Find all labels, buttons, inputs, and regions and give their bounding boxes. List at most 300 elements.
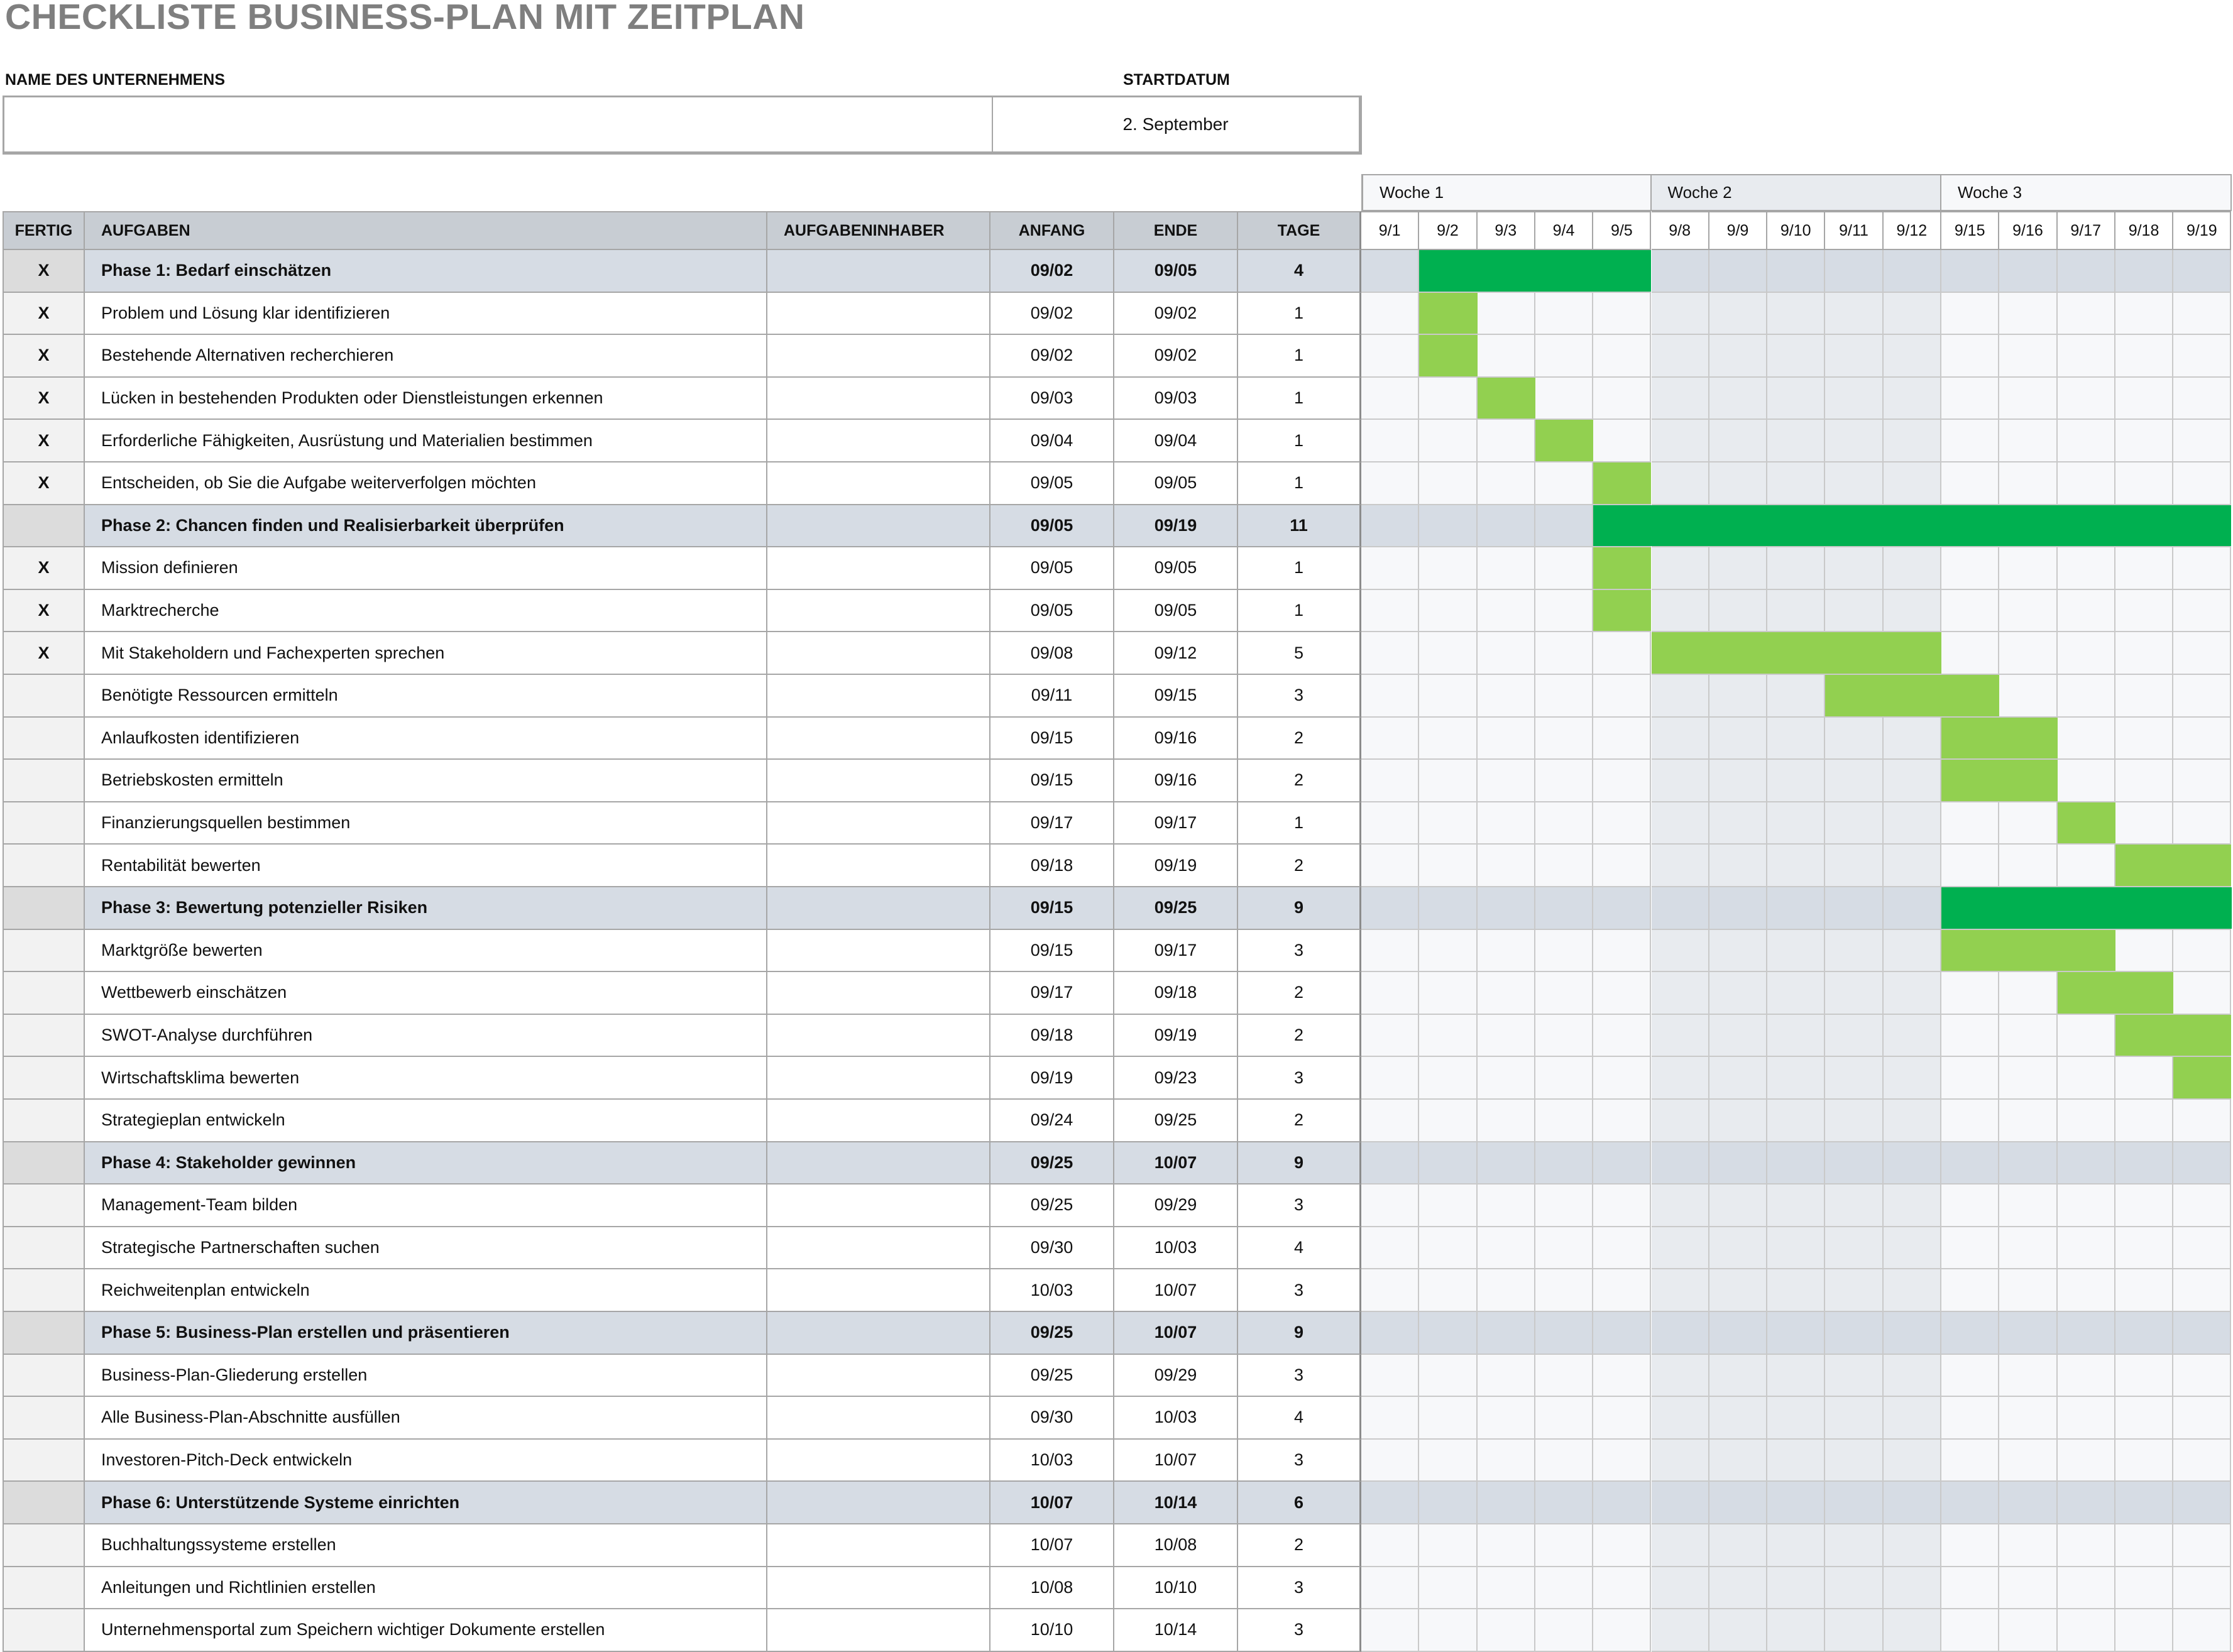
start-date[interactable]: 10/10 [990,1609,1114,1652]
gantt-cell [1884,1397,1941,1440]
duration-days[interactable]: 5 [1238,632,1361,675]
phase-title[interactable]: Phase 5: Business-Plan erstellen und präsentieren [85,1312,767,1355]
done-cell[interactable] [3,1184,85,1227]
gantt-cell [1535,505,1593,548]
duration-days[interactable]: 11 [1238,505,1361,548]
duration-days[interactable]: 1 [1238,590,1361,633]
gantt-cell [1593,1227,1651,1270]
done-cell[interactable]: X [3,547,85,590]
gantt-cell [1593,1397,1651,1440]
duration-days[interactable]: 2 [1238,760,1361,802]
gantt-cell [1478,462,1535,505]
gantt-cell [1361,1355,1419,1398]
task-owner[interactable] [767,1269,990,1312]
end-date[interactable]: 09/19 [1114,845,1238,887]
done-cell[interactable] [3,1482,85,1524]
start-date[interactable]: 10/03 [990,1269,1114,1312]
gantt-cell [1419,802,1477,845]
gantt-cell [1652,1312,1709,1355]
gantt-cell [1419,462,1477,505]
end-date[interactable]: 09/16 [1114,760,1238,802]
done-cell[interactable] [3,802,85,845]
task-name[interactable]: Strategieplan entwickeln [85,1100,767,1142]
end-date[interactable]: 09/05 [1114,462,1238,505]
done-cell[interactable] [3,1397,85,1440]
duration-days[interactable]: 9 [1238,1312,1361,1355]
gantt-cell [1709,845,1767,887]
gantt-cell [2115,1269,2173,1312]
gantt-cell [1652,1184,1709,1227]
start-date[interactable]: 09/25 [990,1184,1114,1227]
end-date[interactable]: 10/03 [1114,1397,1238,1440]
task-name[interactable]: Rentabilität bewerten [85,845,767,887]
duration-days[interactable]: 4 [1238,1227,1361,1270]
task-owner[interactable] [767,378,990,420]
gantt-cell [1478,972,1535,1015]
start-date[interactable]: 09/04 [990,420,1114,462]
end-date[interactable]: 09/19 [1114,505,1238,548]
start-date[interactable]: 09/18 [990,845,1114,887]
end-date[interactable]: 09/05 [1114,590,1238,633]
duration-days[interactable]: 3 [1238,1269,1361,1312]
duration-days[interactable]: 2 [1238,1015,1361,1058]
task-owner[interactable] [767,1312,990,1355]
task-name[interactable]: Benötigte Ressourcen ermitteln [85,675,767,718]
gantt-cell [2115,930,2173,973]
gantt-cell [2115,378,2173,420]
end-date[interactable]: 09/19 [1114,1015,1238,1058]
done-cell[interactable] [3,972,85,1015]
task-owner[interactable] [767,462,990,505]
task-name[interactable]: Wettbewerb einschätzen [85,972,767,1015]
gantt-cell [1709,1100,1767,1142]
duration-days[interactable]: 9 [1238,1142,1361,1185]
gantt-cell [2058,718,2115,760]
done-cell[interactable]: X [3,590,85,633]
start-date[interactable]: 09/30 [990,1397,1114,1440]
start-date[interactable]: 09/17 [990,802,1114,845]
task-owner[interactable] [767,1482,990,1524]
duration-days[interactable]: 2 [1238,1100,1361,1142]
gantt-cell [1535,802,1593,845]
task-name[interactable]: Unternehmensportal zum Speichern wichtiger Dokumente erstellen [85,1609,767,1652]
done-cell[interactable] [3,1142,85,1185]
gantt-cell [2173,718,2231,760]
gantt-cell [2173,547,2231,590]
done-cell[interactable] [3,675,85,718]
done-cell[interactable] [3,505,85,548]
end-date[interactable]: 10/14 [1114,1482,1238,1524]
phase-title[interactable]: Phase 2: Chancen finden und Realisierbarkeit überprüfen [85,505,767,548]
task-owner[interactable] [767,505,990,548]
start-date[interactable]: 09/15 [990,760,1114,802]
start-date[interactable]: 09/03 [990,378,1114,420]
gantt-cell [1709,1312,1767,1355]
start-date[interactable]: 09/02 [990,293,1114,336]
gantt-cell [1767,420,1825,462]
duration-days[interactable]: 2 [1238,972,1361,1015]
task-gantt-bar [2058,802,2115,844]
duration-days[interactable]: 1 [1238,802,1361,845]
task-owner[interactable] [767,335,990,378]
gantt-cell [1361,887,1419,930]
end-date[interactable]: 09/04 [1114,420,1238,462]
gantt-cell [1709,250,1767,293]
gantt-cell [1535,1142,1593,1185]
done-cell[interactable] [3,1057,85,1100]
gantt-cell [1941,1100,1999,1142]
gantt-cell [1767,760,1825,802]
gantt-cell [1652,1057,1709,1100]
task-name[interactable]: SWOT-Analyse durchführen [85,1015,767,1058]
duration-days[interactable]: 4 [1238,250,1361,293]
done-cell[interactable] [3,718,85,760]
gantt-cell [1999,802,2057,845]
end-date[interactable]: 09/18 [1114,972,1238,1015]
phase-title[interactable]: Phase 3: Bewertung potenzieller Risiken [85,887,767,930]
end-date[interactable]: 09/17 [1114,930,1238,973]
gantt-cell [1593,1567,1651,1610]
gantt-cell [1478,1269,1535,1312]
gantt-cell [2058,1057,2115,1100]
duration-days[interactable]: 1 [1238,335,1361,378]
start-date[interactable]: 10/03 [990,1440,1114,1482]
task-owner[interactable] [767,420,990,462]
start-date[interactable]: 09/17 [990,972,1114,1015]
end-date[interactable]: 10/07 [1114,1440,1238,1482]
task-owner[interactable] [767,1524,990,1567]
gantt-cell [2173,1355,2231,1398]
task-owner[interactable] [767,930,990,973]
gantt-cell [1419,1355,1477,1398]
done-cell[interactable]: X [3,462,85,505]
task-name[interactable]: Wirtschaftsklima bewerten [85,1057,767,1100]
end-date[interactable]: 09/29 [1114,1184,1238,1227]
task-owner[interactable] [767,547,990,590]
gantt-cell [1941,1269,1999,1312]
gantt-cell [1361,802,1419,845]
end-date[interactable]: 09/25 [1114,1100,1238,1142]
duration-days[interactable]: 4 [1238,1397,1361,1440]
task-gantt-bar [1478,378,1535,419]
done-cell[interactable] [3,1100,85,1142]
task-owner[interactable] [767,1397,990,1440]
task-owner[interactable] [767,1609,990,1652]
task-name[interactable]: Management-Team bilden [85,1184,767,1227]
company-name-field[interactable] [4,97,992,151]
task-name[interactable]: Anleitungen und Richtlinien erstellen [85,1567,767,1610]
gantt-cell [1478,420,1535,462]
done-cell[interactable] [3,930,85,973]
end-date[interactable]: 10/14 [1114,1609,1238,1652]
task-owner[interactable] [767,1057,990,1100]
done-cell[interactable] [3,1524,85,1567]
task-name[interactable]: Lücken in bestehenden Produkten oder Dienstleistungen erkennen [85,378,767,420]
start-date[interactable]: 09/02 [990,335,1114,378]
gantt-cell [1709,930,1767,973]
start-date[interactable]: 09/18 [990,1015,1114,1058]
duration-days[interactable]: 1 [1238,547,1361,590]
task-name[interactable]: Problem und Lösung klar identifizieren [85,293,767,336]
task-name[interactable]: Business-Plan-Gliederung erstellen [85,1355,767,1398]
gantt-cell [1767,335,1825,378]
gantt-cell [1478,845,1535,887]
task-owner[interactable] [767,887,990,930]
gantt-cell [1709,675,1767,718]
task-owner[interactable] [767,845,990,887]
end-date[interactable]: 09/02 [1114,293,1238,336]
gantt-cell [1709,420,1767,462]
done-cell[interactable] [3,887,85,930]
duration-days[interactable]: 3 [1238,930,1361,973]
gantt-cell [1999,1440,2057,1482]
gantt-cell [2058,250,2115,293]
done-cell[interactable] [3,1015,85,1058]
start-date[interactable]: 10/07 [990,1482,1114,1524]
task-name[interactable]: Strategische Partnerschaften suchen [85,1227,767,1270]
done-cell[interactable]: X [3,632,85,675]
phase-title[interactable]: Phase 4: Stakeholder gewinnen [85,1142,767,1185]
start-date-field[interactable]: 2. September [1122,114,1229,134]
duration-days[interactable]: 2 [1238,845,1361,887]
duration-days[interactable]: 2 [1238,718,1361,760]
task-owner[interactable] [767,1227,990,1270]
duration-days[interactable]: 2 [1238,1524,1361,1567]
gantt-cell [1825,1100,1883,1142]
done-cell[interactable]: X [3,420,85,462]
start-date[interactable]: 09/25 [990,1142,1114,1185]
done-cell[interactable] [3,1609,85,1652]
gantt-cell [1652,760,1709,802]
day-header: 9/10 [1767,211,1825,250]
gantt-cell [1884,887,1941,930]
gantt-cell [1361,590,1419,633]
done-cell[interactable] [3,760,85,802]
task-owner[interactable] [767,718,990,760]
task-owner[interactable] [767,1184,990,1227]
duration-days[interactable]: 1 [1238,378,1361,420]
duration-days[interactable]: 1 [1238,462,1361,505]
task-name[interactable]: Anlaufkosten identifizieren [85,718,767,760]
gantt-cell [2115,547,2173,590]
task-owner[interactable] [767,1567,990,1610]
gantt-cell [1361,1057,1419,1100]
done-cell[interactable] [3,1312,85,1355]
phase-title[interactable]: Phase 6: Unterstützende Systeme einrichten [85,1482,767,1524]
done-cell[interactable]: X [3,293,85,336]
task-owner[interactable] [767,972,990,1015]
gantt-cell [1767,547,1825,590]
gantt-cell [1825,930,1883,973]
end-date[interactable]: 10/10 [1114,1567,1238,1610]
start-date[interactable]: 09/30 [990,1227,1114,1270]
task-name[interactable]: Mit Stakeholdern und Fachexperten sprechen [85,632,767,675]
start-date-label: STARTDATUM [1123,71,1230,89]
gantt-cell [1999,972,2057,1015]
task-name[interactable]: Buchhaltungssysteme erstellen [85,1524,767,1567]
gantt-cell [1419,930,1477,973]
end-date[interactable]: 09/15 [1114,675,1238,718]
gantt-cell [1652,1015,1709,1058]
gantt-cell [1652,335,1709,378]
done-cell[interactable] [3,1269,85,1312]
duration-days[interactable]: 3 [1238,1355,1361,1398]
gantt-cell [2058,1482,2115,1524]
task-owner[interactable] [767,1100,990,1142]
gantt-cell [1941,1015,1999,1058]
gantt-cell [2173,335,2231,378]
task-name[interactable]: Reichweitenplan entwickeln [85,1269,767,1312]
phase-title[interactable]: Phase 1: Bedarf einschätzen [85,250,767,293]
gantt-cell [1361,675,1419,718]
start-date[interactable]: 09/19 [990,1057,1114,1100]
day-header: 9/4 [1535,211,1593,250]
start-date[interactable]: 10/08 [990,1567,1114,1610]
gantt-cell [1709,1015,1767,1058]
end-date[interactable]: 09/05 [1114,547,1238,590]
done-cell[interactable] [3,1567,85,1610]
gantt-cell [1999,1524,2057,1567]
task-name[interactable]: Marktgröße bewerten [85,930,767,973]
duration-days[interactable]: 3 [1238,1057,1361,1100]
task-name[interactable]: Entscheiden, ob Sie die Aufgabe weiterverfolgen möchten [85,462,767,505]
gantt-cell [1419,675,1477,718]
gantt-cell [1941,1227,1999,1270]
task-name[interactable]: Erforderliche Fähigkeiten, Ausrüstung und Materialien bestimmen [85,420,767,462]
gantt-cell [1825,250,1883,293]
duration-days[interactable]: 1 [1238,420,1361,462]
start-date[interactable]: 09/02 [990,250,1114,293]
end-date[interactable]: 10/03 [1114,1227,1238,1270]
gantt-cell [1825,1142,1883,1185]
gantt-cell [1593,1184,1651,1227]
task-owner[interactable] [767,760,990,802]
gantt-cell [1709,1397,1767,1440]
duration-days[interactable]: 1 [1238,293,1361,336]
gantt-cell [1652,1227,1709,1270]
gantt-cell [1478,1609,1535,1652]
gantt-cell [1478,1567,1535,1610]
task-owner[interactable] [767,802,990,845]
task-name[interactable]: Mission definieren [85,547,767,590]
column-header-end: ENDE [1114,211,1238,250]
start-date[interactable]: 09/25 [990,1312,1114,1355]
task-name[interactable]: Marktrecherche [85,590,767,633]
task-owner[interactable] [767,590,990,633]
task-owner[interactable] [767,293,990,336]
start-date[interactable]: 10/07 [990,1524,1114,1567]
gantt-cell [1361,378,1419,420]
gantt-cell [1884,1609,1941,1652]
gantt-cell [1419,1482,1477,1524]
gantt-cell [1652,887,1709,930]
gantt-cell [1535,1567,1593,1610]
start-date[interactable]: 09/15 [990,930,1114,973]
end-date[interactable]: 09/05 [1114,250,1238,293]
end-date[interactable]: 09/23 [1114,1057,1238,1100]
duration-days[interactable]: 3 [1238,1440,1361,1482]
start-date[interactable]: 09/05 [990,505,1114,548]
end-date[interactable]: 09/25 [1114,887,1238,930]
done-cell[interactable] [3,845,85,887]
done-cell[interactable] [3,1440,85,1482]
start-date[interactable]: 09/15 [990,887,1114,930]
done-cell[interactable]: X [3,335,85,378]
gantt-cell [1478,1355,1535,1398]
end-date[interactable]: 10/07 [1114,1269,1238,1312]
end-date[interactable]: 09/03 [1114,378,1238,420]
gantt-cell [1767,802,1825,845]
task-owner[interactable] [767,675,990,718]
task-owner[interactable] [767,1355,990,1398]
duration-days[interactable]: 3 [1238,1184,1361,1227]
done-cell[interactable] [3,1227,85,1270]
done-cell[interactable]: X [3,250,85,293]
gantt-cell [1884,1482,1941,1524]
duration-days[interactable]: 3 [1238,675,1361,718]
task-name[interactable]: Alle Business-Plan-Abschnitte ausfüllen [85,1397,767,1440]
start-date[interactable]: 09/05 [990,590,1114,633]
gantt-cell [2173,420,2231,462]
duration-days[interactable]: 3 [1238,1609,1361,1652]
task-owner[interactable] [767,250,990,293]
end-date[interactable]: 09/29 [1114,1355,1238,1398]
gantt-cell [1593,1142,1651,1185]
start-date[interactable]: 09/05 [990,462,1114,505]
gantt-cell [1825,802,1883,845]
gantt-cell [1767,1227,1825,1270]
task-name[interactable]: Investoren-Pitch-Deck entwickeln [85,1440,767,1482]
gantt-cell [1999,378,2057,420]
done-cell[interactable] [3,1355,85,1398]
gantt-cell [1999,632,2057,675]
task-name[interactable]: Bestehende Alternativen recherchieren [85,335,767,378]
duration-days[interactable]: 6 [1238,1482,1361,1524]
task-name[interactable]: Betriebskosten ermitteln [85,760,767,802]
gantt-cell [1535,675,1593,718]
end-date[interactable]: 10/07 [1114,1142,1238,1185]
start-date[interactable]: 09/11 [990,675,1114,718]
end-date[interactable]: 09/02 [1114,335,1238,378]
gantt-cell [1825,1057,1883,1100]
gantt-cell [1941,632,1999,675]
gantt-cell [1709,1567,1767,1610]
gantt-cell [1941,1567,1999,1610]
start-date[interactable]: 09/08 [990,632,1114,675]
end-date[interactable]: 10/08 [1114,1524,1238,1567]
gantt-cell [1825,760,1883,802]
task-owner[interactable] [767,1440,990,1482]
start-date[interactable]: 09/15 [990,718,1114,760]
task-owner[interactable] [767,632,990,675]
gantt-cell [2115,1440,2173,1482]
gantt-cell [1767,1567,1825,1610]
duration-days[interactable]: 3 [1238,1567,1361,1610]
start-date[interactable]: 09/25 [990,1355,1114,1398]
done-cell[interactable]: X [3,378,85,420]
end-date[interactable]: 10/07 [1114,1312,1238,1355]
end-date[interactable]: 09/16 [1114,718,1238,760]
duration-days[interactable]: 9 [1238,887,1361,930]
gantt-cell [1419,590,1477,633]
end-date[interactable]: 09/12 [1114,632,1238,675]
end-date[interactable]: 09/17 [1114,802,1238,845]
start-date[interactable]: 09/24 [990,1100,1114,1142]
task-owner[interactable] [767,1142,990,1185]
task-owner[interactable] [767,1015,990,1058]
start-date[interactable]: 09/05 [990,547,1114,590]
task-name[interactable]: Finanzierungsquellen bestimmen [85,802,767,845]
